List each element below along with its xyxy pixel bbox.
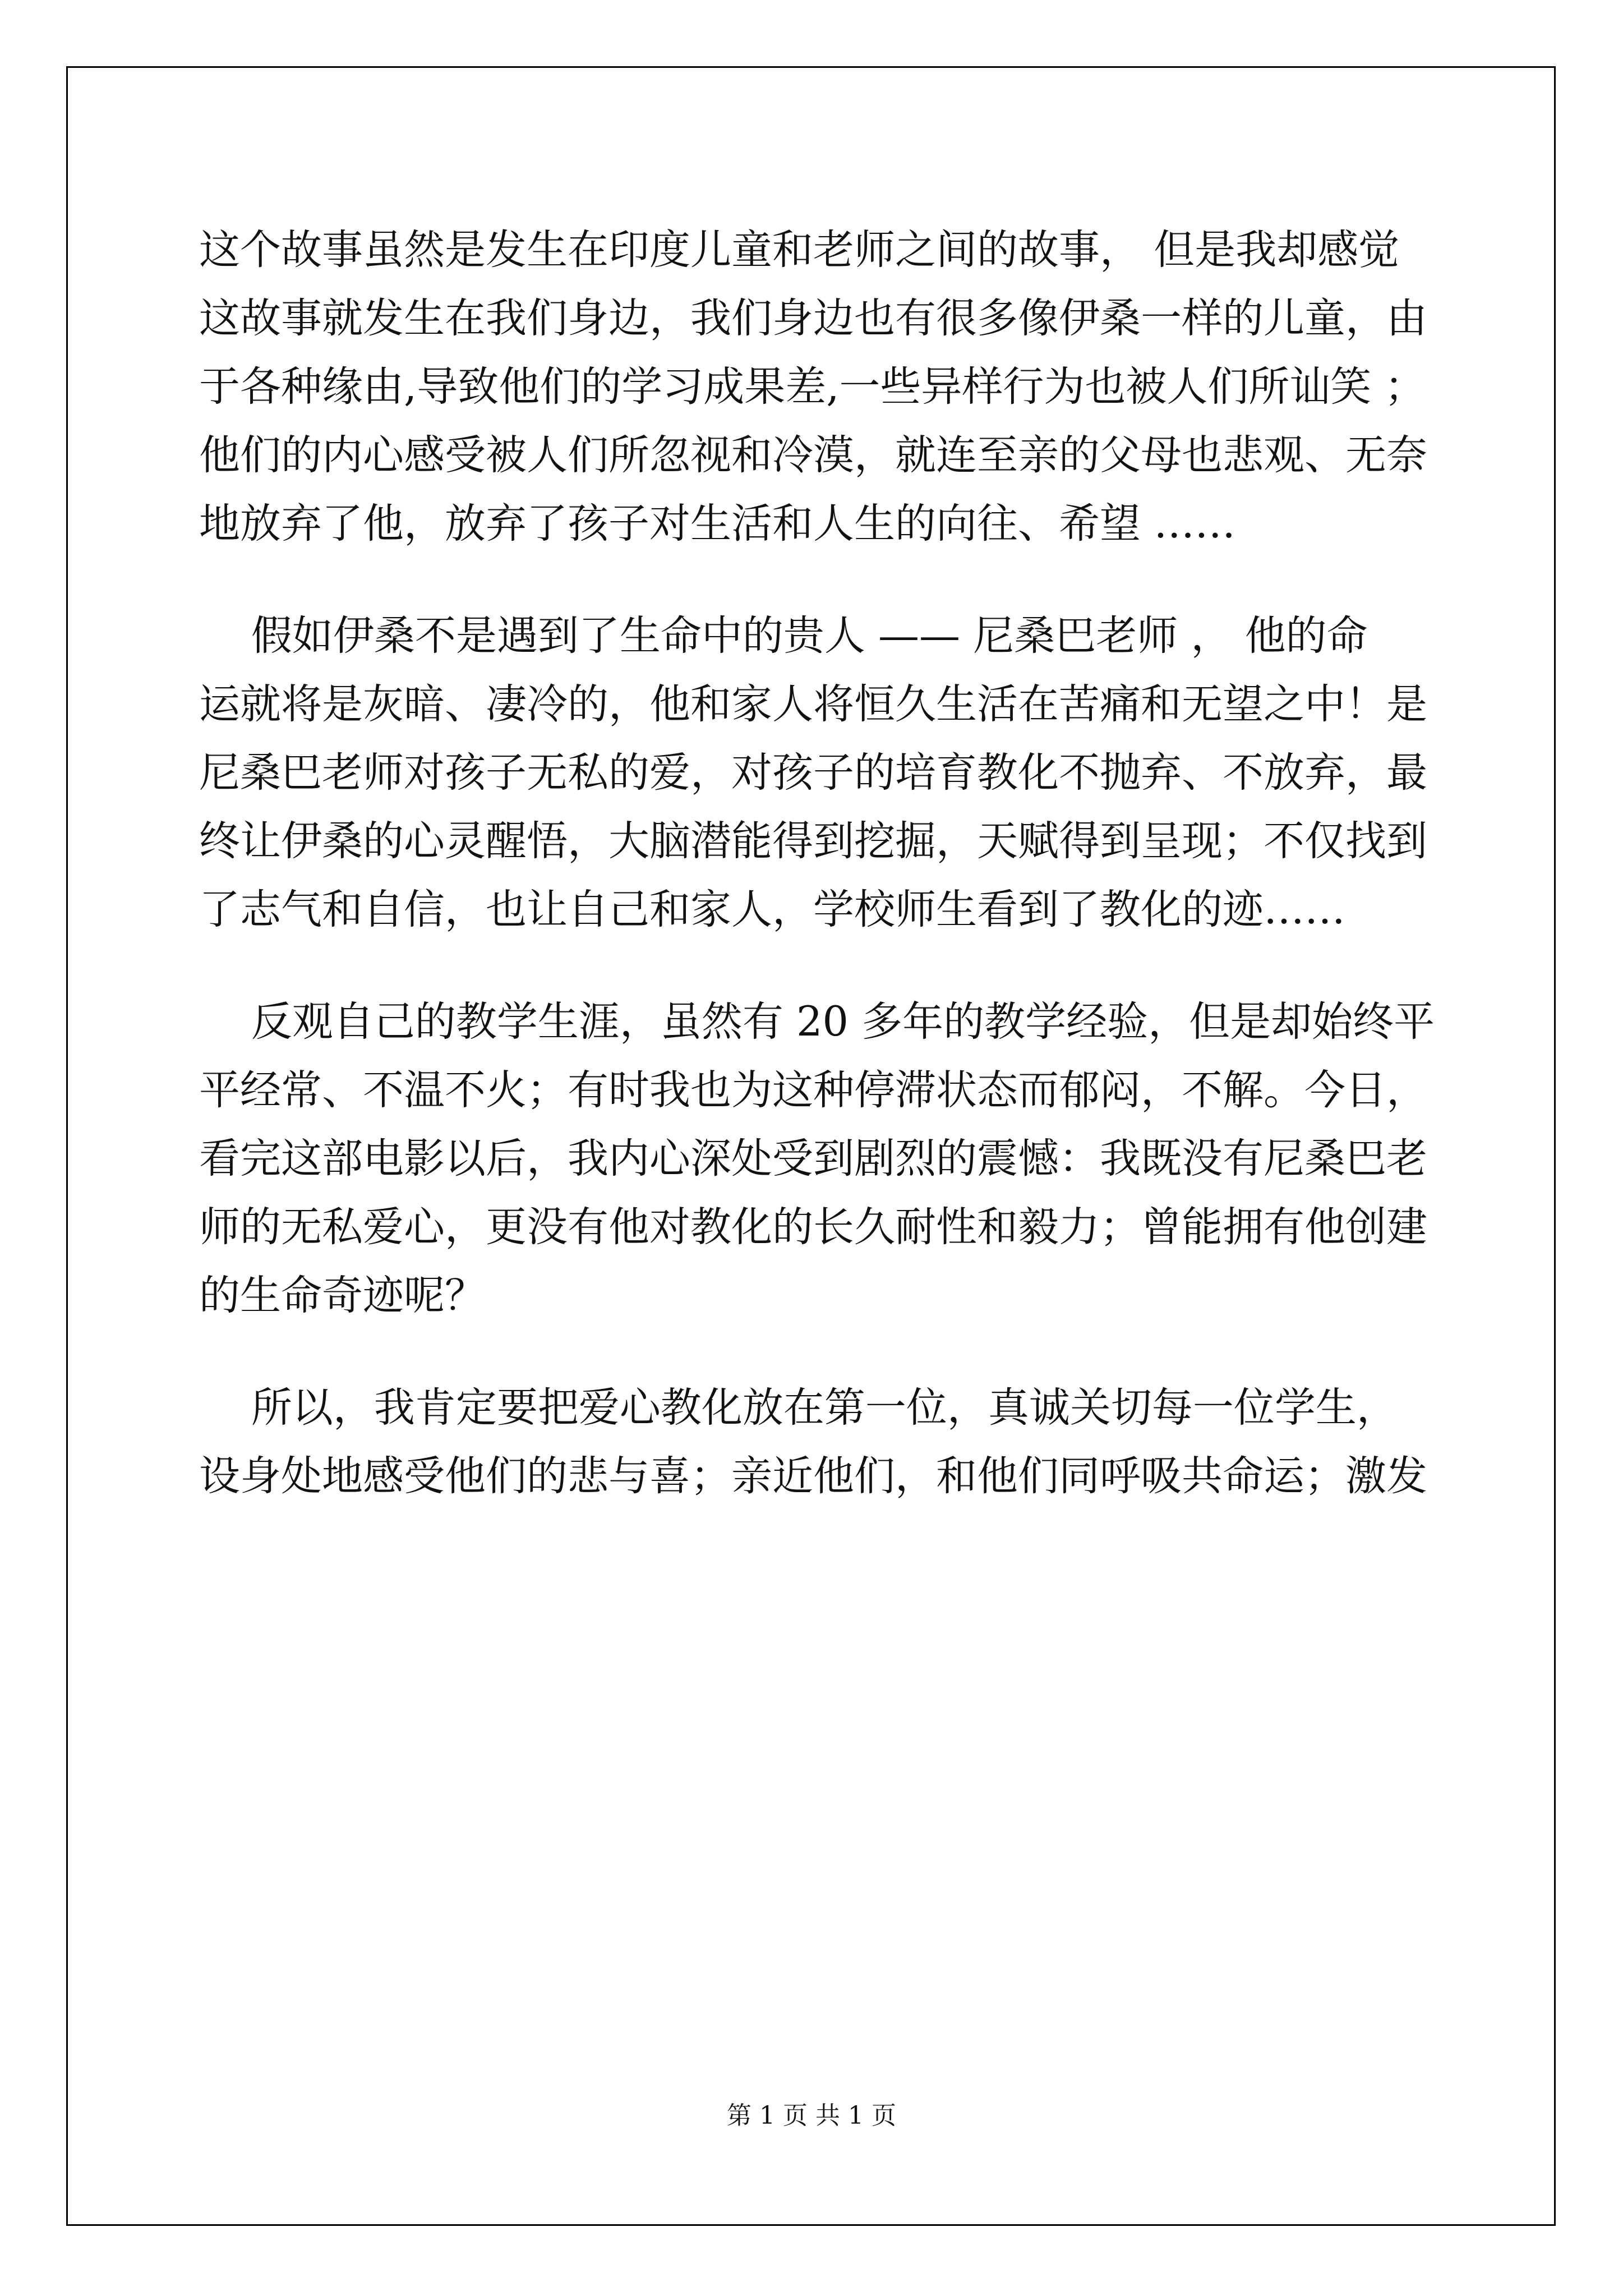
text-line: 终让伊桑的心灵醒悟，大脑潜能得到挖掘，天赋得到呈现；不仅找到 [199,817,1427,865]
text-line: 于各种缘由,导致他们的学习成果差,一些异样行为也被人们所讪笑 ； [199,363,1426,411]
text-line: 地放弃了他，放弃了孩子对生活和人生的向往、希望 …… [199,500,1236,547]
text-line: 这故事就发生在我们身边，我们身边也有很多像伊桑一样的儿童，由 [199,295,1427,342]
page-number-footer: 第 1 页 共 1 页 [727,2101,896,2130]
text-line: 的生命奇迹呢？ [199,1272,486,1319]
paragraph-1 [199,216,1427,558]
text-line: 师的无私爱心，更没有他对教化的长久耐性和毅力；曾能拥有他创建 [199,1203,1427,1251]
text-line: 反观自己的教学生涯，虽然有 20 多年的教学经验，但是却始终平 [199,998,1435,1046]
paragraph-3 [199,988,1435,1330]
paragraph-gap [199,1330,1427,1374]
text-line: 尼桑巴老师对孩子无私的爱，对孩子的培育教化不抛弃、不放弃，最 [199,749,1427,797]
text-line: 运就将是灰暗、凄冷的，他和家人将恒久生活在苦痛和无望之中！是 [199,680,1427,728]
text-line: 这个故事虽然是发生在印度儿童和老师之间的故事， 但是我却感觉 [199,226,1400,274]
text-line: 了志气和自信，也让自己和家人，学校师生看到了教化的迹…… [199,886,1345,933]
paragraph-gap [199,558,1427,602]
paragraph-4 [199,1374,1427,1511]
text-line: 平经常、不温不火；有时我也为这种停滞状态而郁闷，不解。今日， [199,1066,1427,1114]
text-line: 假如伊桑不是遇到了生命中的贵人 —— 尼桑巴老师 ， 他的命 [199,612,1368,660]
document-body [199,216,1435,1511]
text-line: 他们的内心感受被人们所忽视和冷漠，就连至亲的父母也悲观、无奈 [199,431,1427,479]
paragraph-2 [199,602,1427,944]
paragraph-gap [199,944,1427,988]
text-line: 设身处地感受他们的悲与喜；亲近他们，和他们同呼吸共命运；激发 [199,1452,1427,1500]
text-line: 所以，我肯定要把爱心教化放在第一位，真诚关切每一位学生， [199,1384,1398,1432]
text-line: 看完这部电影以后，我内心深处受到剧烈的震憾：我既没有尼桑巴老 [199,1135,1427,1182]
